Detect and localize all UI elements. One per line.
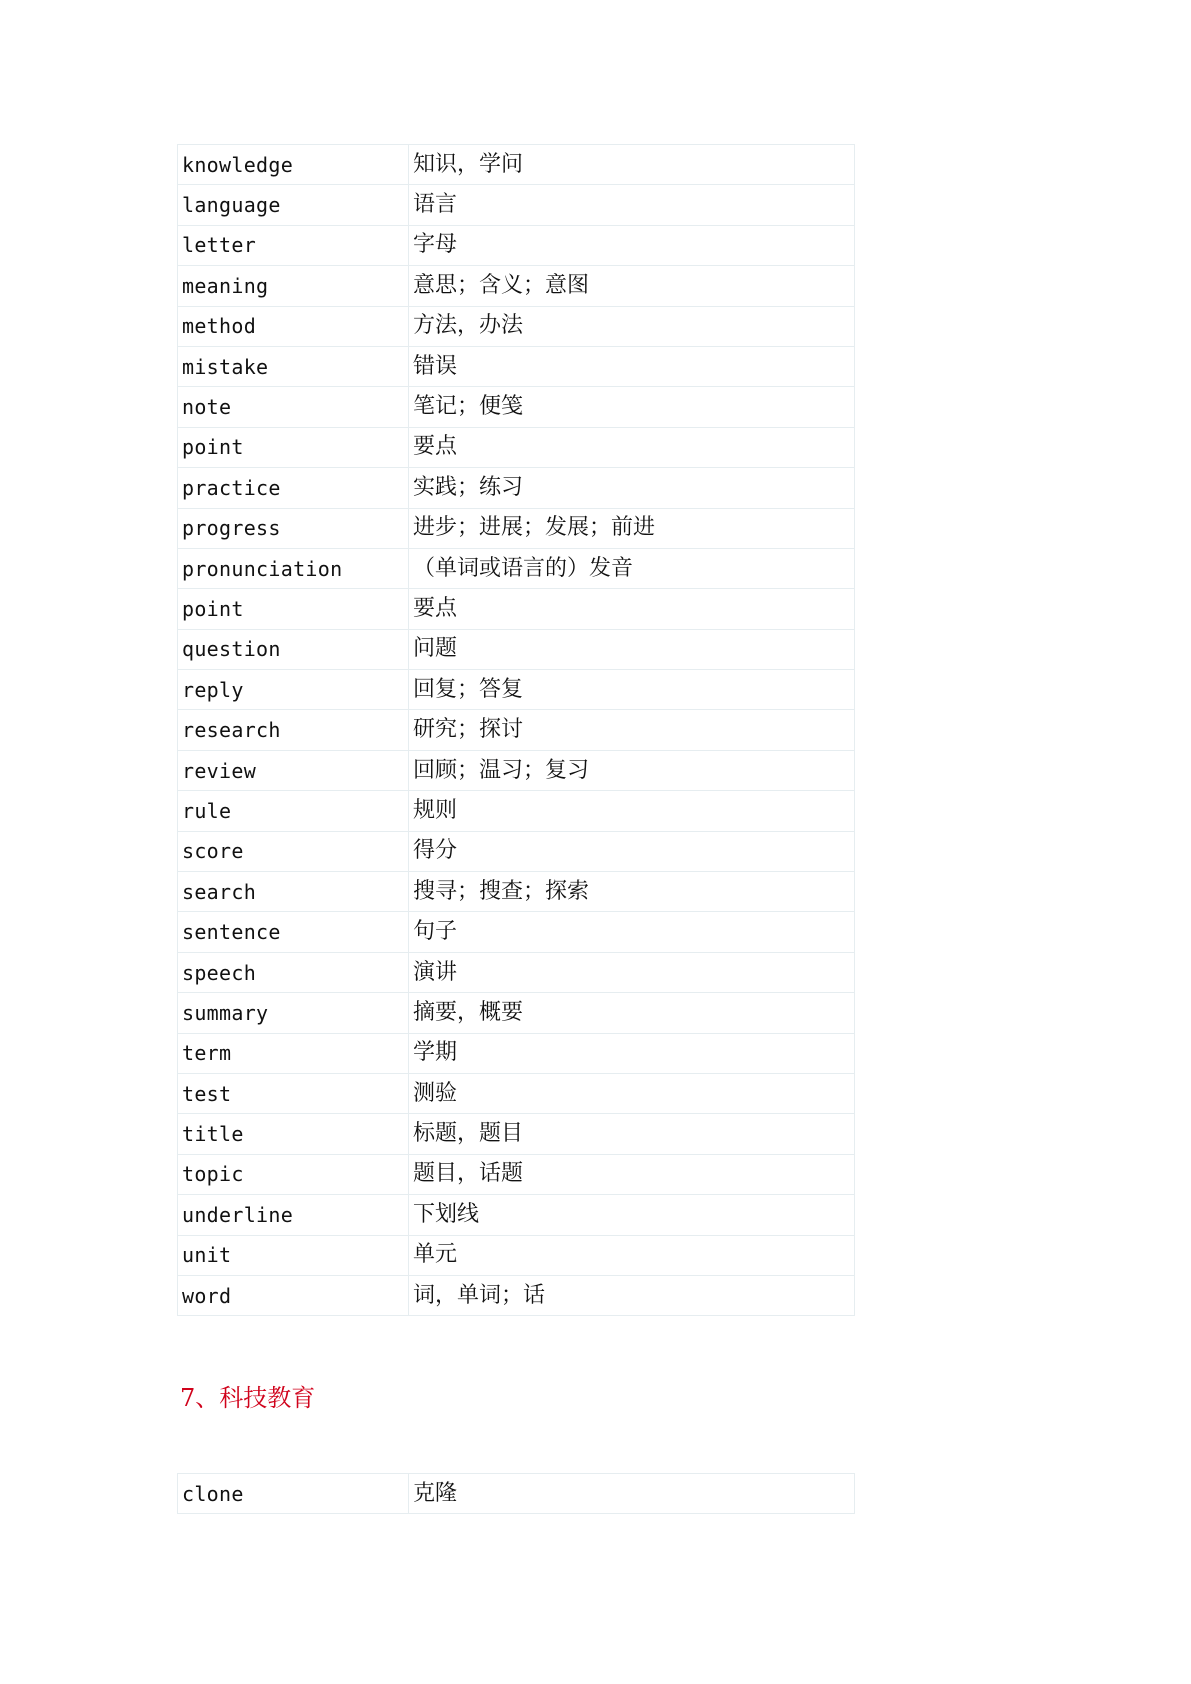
table-row <box>178 791 855 831</box>
chinese-meaning: 笔记；便笺 <box>409 387 855 427</box>
english-word: practice <box>178 468 409 508</box>
table-row <box>178 710 855 750</box>
chinese-meaning: 回复；答复 <box>409 670 855 710</box>
english-word: language <box>178 185 409 225</box>
english-word: letter <box>178 225 409 265</box>
table-row <box>178 629 855 669</box>
english-word: mistake <box>178 346 409 386</box>
english-word: research <box>178 710 409 750</box>
table-row <box>178 1235 855 1275</box>
chinese-meaning: 摘要，概要 <box>409 993 855 1033</box>
vocabulary-table-science <box>177 1473 855 1514</box>
table-row <box>178 225 855 265</box>
english-word: note <box>178 387 409 427</box>
english-word: score <box>178 831 409 871</box>
table-row <box>178 266 855 306</box>
table-row <box>178 468 855 508</box>
table-row <box>178 1073 855 1113</box>
english-word: reply <box>178 670 409 710</box>
chinese-meaning: 单元 <box>409 1235 855 1275</box>
table-row <box>178 912 855 952</box>
table-row <box>178 750 855 790</box>
english-word: search <box>178 872 409 912</box>
table-row <box>178 145 855 185</box>
chinese-meaning: 克隆 <box>409 1474 855 1514</box>
english-word: clone <box>178 1474 409 1514</box>
chinese-meaning: 方法，办法 <box>409 306 855 346</box>
english-word: pronunciation <box>178 548 409 588</box>
table-row <box>178 1114 855 1154</box>
english-word: review <box>178 750 409 790</box>
chinese-meaning: 问题 <box>409 629 855 669</box>
chinese-meaning: 下划线 <box>409 1195 855 1235</box>
english-word: topic <box>178 1154 409 1194</box>
english-word: question <box>178 629 409 669</box>
table-row <box>178 589 855 629</box>
table-row <box>178 1474 855 1514</box>
chinese-meaning: 意思；含义；意图 <box>409 266 855 306</box>
table-row <box>178 952 855 992</box>
vocabulary-table <box>177 144 855 1316</box>
chinese-meaning: 测验 <box>409 1073 855 1113</box>
chinese-meaning: （单词或语言的）发音 <box>409 548 855 588</box>
chinese-meaning: 演讲 <box>409 952 855 992</box>
chinese-meaning: 实践；练习 <box>409 468 855 508</box>
english-word: title <box>178 1114 409 1154</box>
table-row <box>178 548 855 588</box>
english-word: term <box>178 1033 409 1073</box>
chinese-meaning: 题目，话题 <box>409 1154 855 1194</box>
english-word: method <box>178 306 409 346</box>
chinese-meaning: 错误 <box>409 346 855 386</box>
chinese-meaning: 句子 <box>409 912 855 952</box>
chinese-meaning: 字母 <box>409 225 855 265</box>
chinese-meaning: 知识，学问 <box>409 145 855 185</box>
english-word: word <box>178 1275 409 1315</box>
chinese-meaning: 要点 <box>409 589 855 629</box>
section-heading: 7、科技教育 <box>180 1384 316 1412</box>
chinese-meaning: 学期 <box>409 1033 855 1073</box>
table-row <box>178 993 855 1033</box>
table-row <box>178 1033 855 1073</box>
chinese-meaning: 词，单词；话 <box>409 1275 855 1315</box>
table-row <box>178 670 855 710</box>
english-word: point <box>178 427 409 467</box>
table-row <box>178 872 855 912</box>
table-row <box>178 1154 855 1194</box>
table-row <box>178 1275 855 1315</box>
chinese-meaning: 得分 <box>409 831 855 871</box>
table-row <box>178 185 855 225</box>
chinese-meaning: 规则 <box>409 791 855 831</box>
english-word: summary <box>178 993 409 1033</box>
english-word: test <box>178 1073 409 1113</box>
chinese-meaning: 进步；进展；发展；前进 <box>409 508 855 548</box>
chinese-meaning: 标题，题目 <box>409 1114 855 1154</box>
english-word: sentence <box>178 912 409 952</box>
english-word: underline <box>178 1195 409 1235</box>
chinese-meaning: 搜寻；搜查；探索 <box>409 872 855 912</box>
chinese-meaning: 研究；探讨 <box>409 710 855 750</box>
table-row <box>178 346 855 386</box>
vocabulary-table-body <box>178 145 855 1316</box>
english-word: meaning <box>178 266 409 306</box>
chinese-meaning: 要点 <box>409 427 855 467</box>
english-word: speech <box>178 952 409 992</box>
table-row <box>178 427 855 467</box>
english-word: unit <box>178 1235 409 1275</box>
english-word: rule <box>178 791 409 831</box>
table-row <box>178 306 855 346</box>
english-word: knowledge <box>178 145 409 185</box>
english-word: point <box>178 589 409 629</box>
table-row <box>178 508 855 548</box>
english-word: progress <box>178 508 409 548</box>
chinese-meaning: 回顾；温习；复习 <box>409 750 855 790</box>
table-row <box>178 387 855 427</box>
table-row <box>178 831 855 871</box>
chinese-meaning: 语言 <box>409 185 855 225</box>
table-row <box>178 1195 855 1235</box>
vocabulary-table-science-body <box>178 1474 855 1514</box>
